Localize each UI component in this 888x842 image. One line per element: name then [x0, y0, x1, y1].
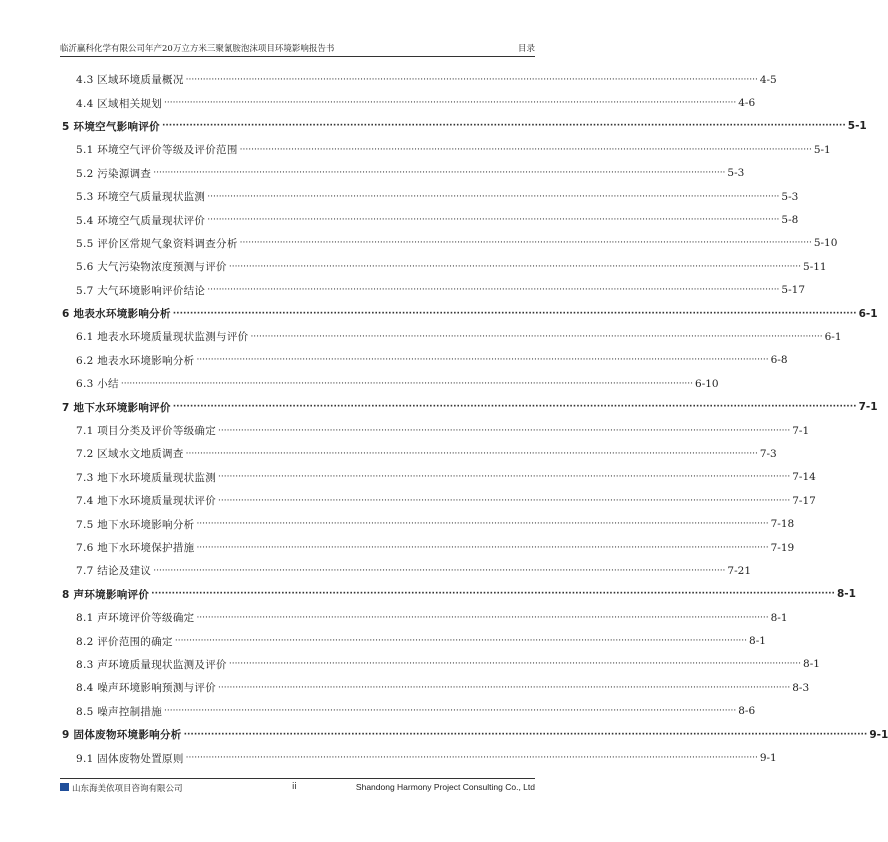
toc-entry-page: 6-1 — [858, 307, 878, 320]
toc-leader-dots: ········································································································································································································ — [185, 448, 758, 459]
toc-entry-title: 5.3 环境空气质量现状监测 — [76, 191, 206, 204]
toc-leader-dots: ········································································································································································································ — [120, 378, 694, 389]
toc-section-entry[interactable] — [60, 536, 795, 559]
toc-entry-title: 6.2 地表水环境影响分析 — [76, 354, 195, 367]
toc-leader-dots: ········································································································································································································ — [207, 191, 780, 202]
toc-entry-title: 8.3 声环境质量现状监测及评价 — [76, 658, 227, 671]
toc-leader-dots: ········································································································································································································ — [207, 215, 780, 226]
toc-entry-title: 4.4 区域相关规划 — [76, 97, 163, 110]
toc-entry-page: 4-5 — [759, 73, 777, 86]
toc-entry-page: 4-6 — [738, 97, 756, 110]
toc-entry-page: 8-1 — [770, 611, 788, 624]
toc-entry-page: 7-18 — [770, 518, 795, 531]
toc-entry-page: 5-1 — [813, 143, 831, 156]
toc-section-entry[interactable] — [60, 138, 831, 161]
toc-entry-page: 5-10 — [813, 237, 838, 250]
toc-leader-dots: ········································································································································································································ — [228, 659, 802, 670]
toc-entry-title: 7.7 结论及建议 — [76, 565, 152, 578]
toc-entry-title: 7.2 区域水文地质调查 — [76, 448, 184, 461]
toc-section-entry[interactable] — [60, 279, 806, 302]
toc-section-entry[interactable] — [60, 325, 842, 348]
toc-leader-dots: ········································································································································································································ — [164, 706, 737, 717]
toc-entry-title: 7.3 地下水环境质量现状监测 — [76, 471, 217, 484]
toc-entry-title: 9.1 固体废物处置原则 — [76, 752, 184, 765]
header-section: 目录 — [517, 44, 535, 54]
toc-leader-dots: ········································································································································································································ — [218, 495, 791, 506]
toc-leader-dots: ········································································································································································································ — [196, 355, 769, 366]
toc-entry-page: 7-19 — [770, 541, 795, 554]
toc-leader-dots: ········································································································································································································ — [164, 98, 737, 109]
toc-leader-dots: ········································································································································································································ — [172, 308, 857, 319]
toc-entry-title: 7.6 地下水环境保护措施 — [76, 542, 195, 554]
toc-leader-dots: ········································································································································································································ — [153, 565, 726, 576]
toc-leader-dots: ········································································································································································································ — [218, 425, 791, 436]
toc-entry-page: 6-1 — [824, 330, 842, 343]
toc-entry-title: 7.4 地下水环境质量现状评价 — [76, 495, 217, 508]
toc-leader-dots: ········································································································································································································ — [228, 261, 802, 272]
table-of-contents — [60, 68, 888, 770]
toc-entry-page: 5-3 — [727, 167, 745, 180]
toc-entry-page: 8-6 — [738, 705, 756, 718]
toc-entry-page: 5-1 — [847, 120, 867, 133]
toc-entry-title: 5.7 大气环境影响评价结论 — [76, 284, 206, 297]
toc-section-entry[interactable] — [60, 349, 788, 372]
toc-entry-title: 8.4 噪声环境影响预测与评价 — [76, 682, 217, 695]
toc-entry-title: 6.1 地表水环境质量现状监测与评价 — [76, 331, 249, 344]
toc-entry-title: 7.1 项目分类及评价等级确定 — [76, 425, 217, 438]
toc-entry-page: 6-10 — [695, 377, 719, 390]
toc-section-entry[interactable] — [60, 559, 752, 582]
toc-entry-title: 5.1 环境空气评价等级及评价范围 — [76, 144, 238, 157]
toc-section-entry[interactable] — [60, 629, 766, 652]
toc-section-entry[interactable] — [60, 162, 745, 185]
toc-entry-page: 7-21 — [727, 564, 752, 577]
toc-entry-title: 5.5 评价区常规气象资料调查分析 — [76, 237, 238, 250]
toc-section-entry[interactable] — [60, 676, 810, 699]
toc-leader-dots: ········································································································································································································ — [172, 402, 857, 413]
toc-entry-page: 5-17 — [781, 284, 806, 297]
toc-section-entry[interactable] — [60, 746, 777, 769]
toc-entry-title: 7.5 地下水环境影响分析 — [76, 518, 195, 531]
toc-section-entry[interactable] — [60, 185, 799, 208]
header-title: 临沂赢科化学有限公司年产20万立方米三聚氰胺泡沫项目环境影响报告书 — [60, 44, 335, 54]
footer-company-english: Shandong Harmony Project Consulting Co., Ltd — [355, 782, 535, 792]
toc-entry-page: 5-8 — [781, 214, 799, 227]
toc-leader-dots: ········································································································································································································ — [250, 331, 823, 342]
toc-section-entry[interactable] — [60, 68, 777, 91]
toc-entry-page: 8-3 — [792, 681, 810, 694]
footer-page-number: ii — [292, 782, 297, 792]
toc-entry-page: 7-1 — [792, 424, 810, 437]
page-header — [60, 40, 535, 57]
toc-chapter-entry[interactable] — [60, 395, 878, 418]
toc-entry-page: 7-1 — [858, 401, 878, 414]
toc-entry-title: 5.4 环境空气质量现状评价 — [76, 214, 206, 227]
toc-section-entry[interactable] — [60, 700, 756, 723]
toc-leader-dots: ········································································································································································································ — [196, 542, 769, 553]
page-footer — [60, 778, 535, 793]
toc-leader-dots: ········································································································································································································ — [161, 121, 846, 132]
toc-leader-dots: ········································································································································································································ — [218, 682, 791, 693]
toc-entry-title: 5.6 大气污染物浓度预测与评价 — [76, 261, 227, 274]
toc-entry-title: 8.2 评价范围的确定 — [76, 635, 173, 648]
toc-leader-dots: ········································································································································································································ — [218, 472, 791, 483]
toc-section-entry[interactable] — [60, 466, 816, 489]
toc-leader-dots: ········································································································································································································ — [239, 144, 812, 155]
toc-section-entry[interactable] — [60, 512, 795, 535]
toc-section-entry[interactable] — [60, 232, 838, 255]
toc-chapter-entry[interactable] — [60, 115, 867, 138]
toc-entry-title: 4.3 区域环境质量概况 — [76, 74, 184, 87]
toc-leader-dots: ········································································································································································································ — [151, 589, 835, 600]
toc-section-entry[interactable] — [60, 442, 777, 465]
toc-section-entry[interactable] — [60, 653, 820, 676]
toc-entry-page: 7-14 — [792, 471, 816, 484]
toc-entry-page: 8-1 — [803, 658, 820, 671]
toc-entry-title: 5 环境空气影响评价 — [62, 120, 160, 133]
toc-leader-dots: ········································································································································································································ — [196, 519, 769, 530]
toc-entry-page: 5-11 — [803, 260, 827, 273]
toc-entry-page: 7-3 — [759, 447, 777, 460]
toc-entry-title: 5.2 污染源调查 — [76, 167, 152, 180]
toc-entry-page: 9-1 — [759, 752, 777, 765]
toc-entry-title: 7 地下水环境影响评价 — [62, 401, 171, 414]
toc-entry-page: 5-3 — [781, 190, 799, 203]
footer-company: 山东海美依项目咨询有限公司 — [72, 784, 183, 794]
toc-leader-dots: ········································································································································································································ — [239, 238, 812, 249]
toc-section-entry[interactable] — [60, 606, 788, 629]
toc-entry-page: 9-1 — [869, 728, 888, 741]
toc-entry-page: 6-8 — [770, 354, 788, 367]
toc-section-entry[interactable] — [60, 208, 799, 231]
toc-section-entry[interactable] — [60, 489, 816, 512]
toc-section-entry[interactable] — [60, 255, 827, 278]
toc-section-entry[interactable] — [60, 372, 719, 395]
toc-section-entry[interactable] — [60, 419, 810, 442]
toc-entry-title: 8.1 声环境评价等级确定 — [76, 612, 195, 625]
toc-entry-title: 6 地表水环境影响分析 — [62, 308, 171, 321]
toc-entry-title: 9 固体废物环境影响分析 — [62, 729, 182, 742]
toc-entry-page: 8-1 — [836, 588, 856, 601]
toc-entry-page: 7-17 — [792, 494, 816, 507]
toc-entry-title: 8.5 噪声控制措施 — [76, 705, 163, 718]
toc-entry-title: 6.3 小结 — [76, 378, 119, 391]
toc-leader-dots: ········································································································································································································ — [185, 74, 758, 85]
toc-leader-dots: ········································································································································································································ — [183, 729, 868, 740]
toc-chapter-entry[interactable] — [60, 302, 878, 325]
toc-entry-title: 8 声环境影响评价 — [62, 588, 150, 601]
toc-leader-dots: ········································································································································································································ — [153, 168, 726, 179]
toc-chapter-entry[interactable] — [60, 723, 888, 746]
toc-entry-page: 8-1 — [749, 635, 766, 648]
toc-leader-dots: ········································································································································································································ — [207, 285, 780, 296]
toc-leader-dots: ········································································································································································································ — [196, 612, 769, 623]
toc-section-entry[interactable] — [60, 91, 756, 114]
toc-chapter-entry[interactable] — [60, 583, 856, 606]
toc-leader-dots: ········································································································································································································ — [174, 636, 748, 647]
toc-leader-dots: ········································································································································································································ — [185, 753, 758, 764]
company-logo-icon — [60, 783, 69, 791]
